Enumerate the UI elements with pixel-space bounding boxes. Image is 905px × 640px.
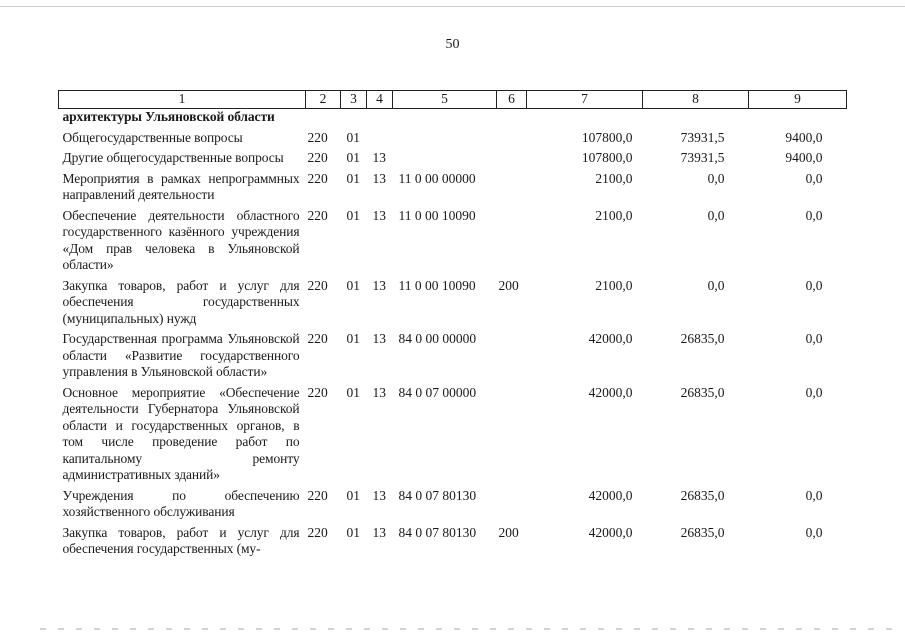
row-name: Основное мероприятие «Обеспечение деятельности Губернатора Ульяновской области и государственных органов, в том числе проведение работ по капитальному ремонту административных зданий» <box>62 384 300 482</box>
row-name: архитектуры Ульяновской области <box>62 109 275 124</box>
cell-amount-8: 73931,5 <box>680 129 725 145</box>
table-row <box>59 130 847 151</box>
cell-amount-7: 42000,0 <box>588 384 633 400</box>
header-cell: 9 <box>749 91 847 109</box>
row-name: Другие общегосударственные вопросы <box>62 150 284 165</box>
cell-amount-7: 42000,0 <box>588 524 633 540</box>
cell-amount-7: 2100,0 <box>595 170 633 186</box>
cell-amount-7: 42000,0 <box>588 331 633 346</box>
cell-department: 220 <box>307 207 328 223</box>
scan-top-rule <box>0 6 905 7</box>
cell-amount-9: 0,0 <box>805 384 823 400</box>
cell-amount-9: 0,0 <box>805 487 823 503</box>
header-cell: 8 <box>643 91 749 109</box>
table-row <box>59 331 847 385</box>
cell-expense-type <box>497 385 527 488</box>
cell-department: 220 <box>307 170 328 186</box>
cell-subsection: 13 <box>372 331 386 346</box>
cell-amount-8: 73931,5 <box>680 150 725 165</box>
cell-department <box>306 109 341 130</box>
table-row <box>59 525 847 562</box>
cell-subsection <box>367 109 393 130</box>
cell-subsection: 13 <box>372 487 386 503</box>
row-name: Обеспечение деятельности областного государственного казённого учреждения «Дом прав человека в Ульяновской области» <box>62 207 300 272</box>
cell-amount-9: 0,0 <box>805 331 823 346</box>
cell-amount-8: 0,0 <box>707 207 725 223</box>
cell-target-article: 84 0 07 80130 <box>398 524 477 540</box>
cell-amount-8 <box>643 109 749 130</box>
budget-table <box>58 90 847 562</box>
cell-amount-9: 0,0 <box>805 207 823 223</box>
table-row <box>59 278 847 332</box>
cell-section: 01 <box>346 129 360 145</box>
header-cell: 6 <box>497 91 527 109</box>
cell-amount-8: 26835,0 <box>680 331 725 346</box>
cell-amount-8: 26835,0 <box>680 384 725 400</box>
cell-expense-type <box>497 150 527 171</box>
header-cell: 2 <box>306 91 341 109</box>
table-row <box>59 385 847 488</box>
cell-expense-type <box>497 130 527 151</box>
cell-amount-8: 0,0 <box>707 277 725 293</box>
table-row <box>59 208 847 278</box>
row-name: Учреждения по обеспечению хозяйственного обслуживания <box>62 487 300 519</box>
cell-target-article: 84 0 07 00000 <box>398 384 477 400</box>
cell-subsection <box>367 130 393 151</box>
header-cell: 7 <box>527 91 643 109</box>
cell-expense-type <box>497 109 527 130</box>
cell-target-article <box>393 109 497 130</box>
header-cell: 3 <box>341 91 367 109</box>
cell-section: 01 <box>346 331 360 346</box>
cell-department: 220 <box>307 331 328 346</box>
cell-amount-8: 26835,0 <box>680 487 725 503</box>
cell-section: 01 <box>346 207 360 223</box>
cell-expense-type: 200 <box>498 277 519 293</box>
row-name: Государственная программа Ульяновской области «Развитие государственного управления в Ульяновской области» <box>62 331 300 379</box>
cell-subsection: 13 <box>372 524 386 540</box>
cell-section: 01 <box>346 277 360 293</box>
cell-subsection: 13 <box>372 170 386 186</box>
cell-amount-7: 107800,0 <box>581 150 633 165</box>
cell-department: 220 <box>307 524 328 540</box>
cell-expense-type <box>497 171 527 208</box>
cell-section: 01 <box>346 170 360 186</box>
cell-target-article: 11 0 00 10090 <box>398 277 476 293</box>
table-row <box>59 150 847 171</box>
cell-subsection: 13 <box>372 277 386 293</box>
page-number: 50 <box>445 37 460 52</box>
cell-amount-7: 2100,0 <box>595 207 633 223</box>
cell-target-article <box>393 130 497 151</box>
cell-department: 220 <box>307 277 328 293</box>
cell-expense-type <box>497 208 527 278</box>
cell-section <box>341 109 367 130</box>
cell-target-article: 11 0 00 10090 <box>398 207 476 223</box>
row-name: Мероприятия в рамках непрограммных направлений деятельности <box>62 170 300 202</box>
table-header-row <box>59 91 847 109</box>
cell-subsection: 13 <box>372 384 386 400</box>
cell-expense-type <box>497 331 527 385</box>
cell-target-article: 84 0 07 80130 <box>398 487 477 503</box>
cell-amount-9: 0,0 <box>805 277 823 293</box>
cell-amount-9 <box>749 109 847 130</box>
header-cell: 1 <box>59 91 306 109</box>
cell-department: 220 <box>307 487 328 503</box>
row-name: Закупка товаров, работ и услуг для обеспечения государственных (му- <box>62 524 300 556</box>
cell-section: 01 <box>346 384 360 400</box>
cell-expense-type <box>497 488 527 525</box>
cell-amount-9: 0,0 <box>805 524 823 540</box>
header-cell: 5 <box>393 91 497 109</box>
cell-amount-8: 26835,0 <box>680 524 725 540</box>
cell-section: 01 <box>346 487 360 503</box>
cell-subsection: 13 <box>372 150 386 165</box>
cell-amount-7: 107800,0 <box>581 129 633 145</box>
cell-amount-8: 0,0 <box>707 170 725 186</box>
cell-amount-7: 42000,0 <box>588 487 633 503</box>
cell-section: 01 <box>346 524 360 540</box>
table-row <box>59 171 847 208</box>
cell-department: 220 <box>307 129 328 145</box>
table-row <box>59 109 847 130</box>
table-row <box>59 488 847 525</box>
cell-department: 220 <box>307 384 328 400</box>
scan-bottom-noise <box>40 628 900 630</box>
cell-amount-9: 9400,0 <box>785 150 823 165</box>
cell-amount-7 <box>527 109 643 130</box>
cell-target-article <box>393 150 497 171</box>
cell-amount-9: 0,0 <box>805 170 823 186</box>
cell-department: 220 <box>307 150 328 165</box>
cell-target-article: 84 0 00 00000 <box>398 331 477 346</box>
row-name: Общегосударственные вопросы <box>62 129 243 145</box>
cell-expense-type: 200 <box>498 524 519 540</box>
row-name: Закупка товаров, работ и услуг для обеспечения государственных (муниципальных) нужд <box>62 277 300 326</box>
header-cell: 4 <box>367 91 393 109</box>
cell-subsection: 13 <box>372 207 386 223</box>
cell-amount-9: 9400,0 <box>785 129 823 145</box>
cell-section: 01 <box>346 150 360 165</box>
cell-amount-7: 2100,0 <box>595 277 633 293</box>
cell-target-article: 11 0 00 00000 <box>398 170 476 186</box>
